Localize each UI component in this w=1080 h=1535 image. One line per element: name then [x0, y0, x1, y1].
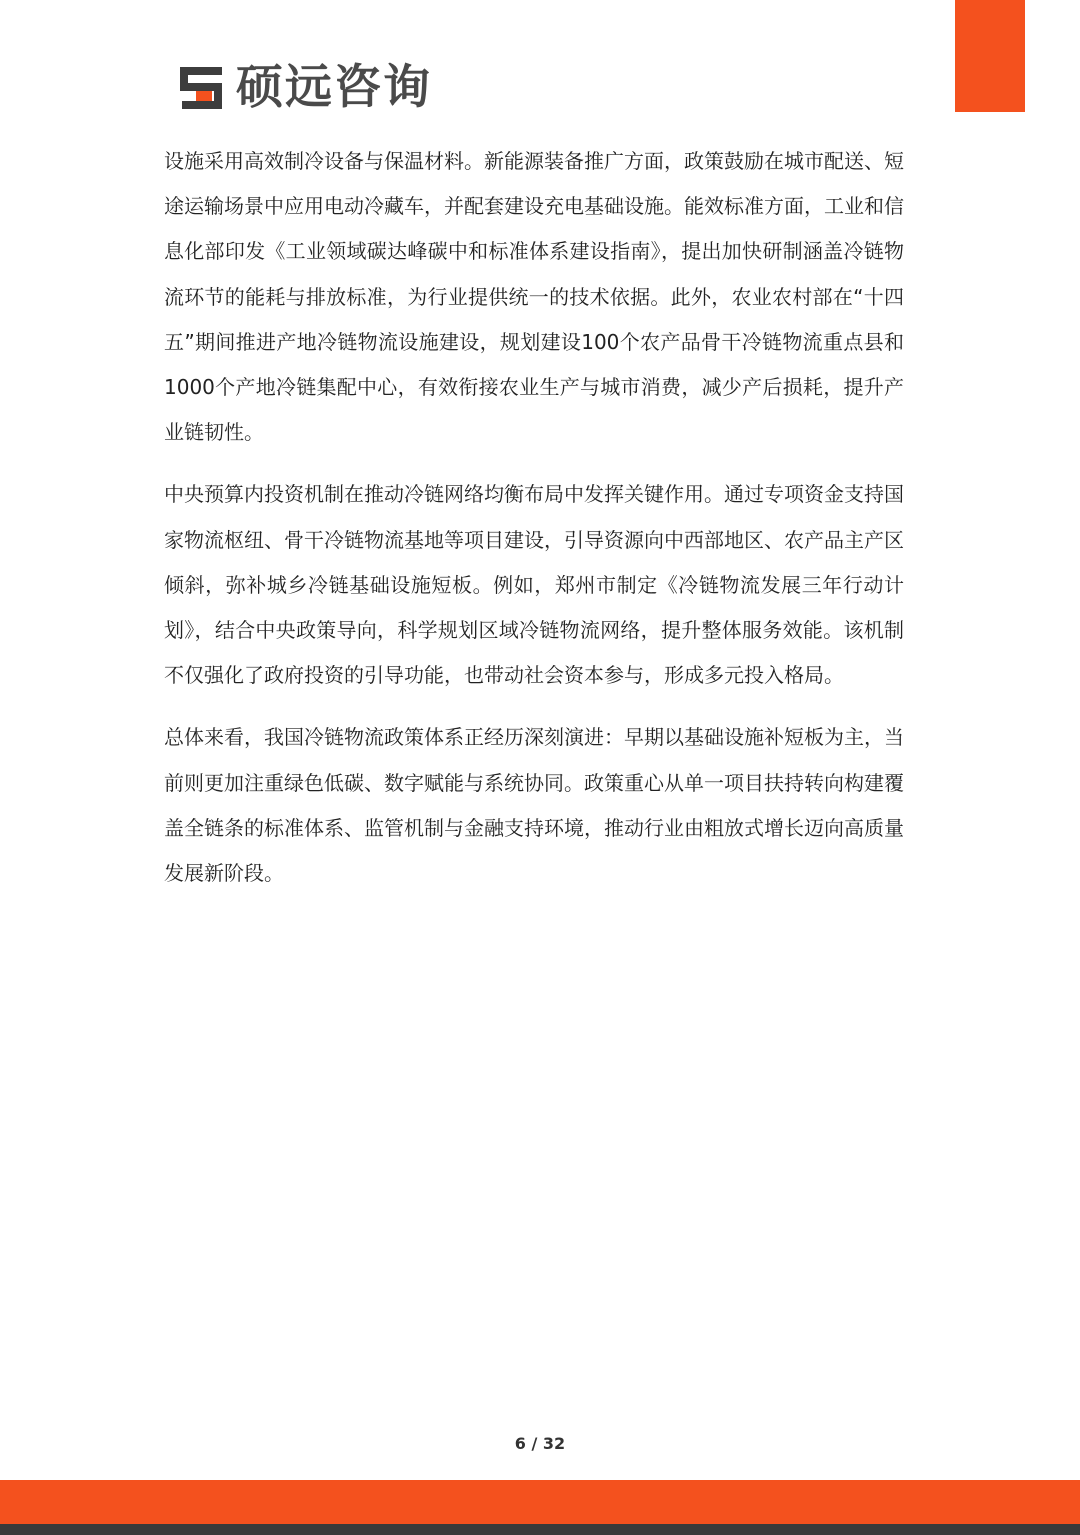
document-body — [164, 139, 904, 913]
brand-name: 硕远咨询 — [236, 60, 432, 115]
brand-logo — [176, 62, 432, 114]
footer-accent-bar — [0, 1480, 1080, 1524]
top-accent-block — [955, 0, 1025, 112]
paragraph-2: 中央预算内投资机制在推动冷链网络均衡布局中发挥关键作用。通过专项资金支持国家物流枢纽、骨干冷链物流基地等项目建设，引导资源向中西部地区、农产品主产区倾斜，弥补城乡冷链基础设施短板。例如，郑州市制定《冷链物流发展三年行动计划》，结合中央政策导向，科学规划区域冷链物流网络，提升整体服务效能。该机制不仅强化了政府投资的引导功能，也带动社会资本参与，形成多元投入格局。 — [164, 482, 904, 688]
brand-mark-icon — [176, 63, 226, 113]
paragraph-1: 设施采用高效制冷设备与保温材料。新能源装备推广方面，政策鼓励在城市配送、短途运输场景中应用电动冷藏车，并配套建设充电基础设施。能效标准方面，工业和信息化部印发《工业领域碳达峰碳中和标准体系建设指南》，提出加快研制涵盖冷链物流环节的能耗与排放标准，为行业提供统一的技术依据。此外，农业农村部在“十四五”期间推进产地冷链物流设施建设，规划建设100个农产品骨干冷链物流重点县和1000个产地冷链集配中心，有效衔接农业生产与城市消费，减少产后损耗，提升产业链韧性。 — [164, 149, 904, 445]
paragraph-3: 总体来看，我国冷链物流政策体系正经历深刻演进：早期以基础设施补短板为主，当前则更加注重绿色低碳、数字赋能与系统协同。政策重心从单一项目扶持转向构建覆盖全链条的标准体系、监管机制与金融支持环境，推动行业由粗放式增长迈向高质量发展新阶段。 — [164, 725, 904, 886]
page-number: 6 / 32 — [514, 1434, 566, 1453]
footer-dark-strip — [0, 1524, 1080, 1535]
